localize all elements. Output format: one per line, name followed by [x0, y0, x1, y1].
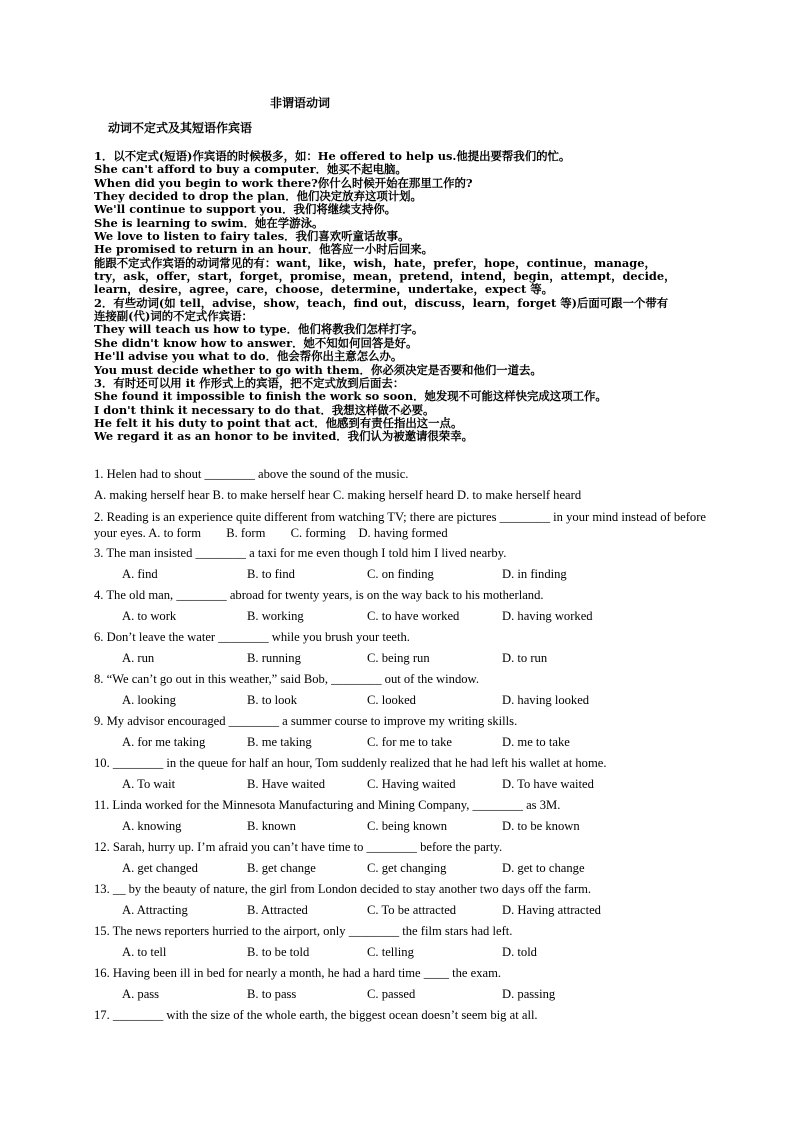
- question-stem: 10. ________ in the queue for half an hour, Tom suddenly realized that he had left his wallet at home.: [94, 756, 607, 770]
- question-item: [94, 485, 706, 506]
- option-row: [94, 648, 706, 669]
- note-line: 连接副(代)词的不定式作宾语：: [94, 310, 253, 324]
- answer-option: A. run: [122, 651, 155, 665]
- question-item: [94, 795, 706, 837]
- question-item: [94, 627, 706, 669]
- section-subtitle: 动词不定式及其短语作宾语: [108, 121, 253, 135]
- note-line: 3．有时还可以用 it 作形式上的宾语，把不定式放到后面去：: [94, 376, 405, 390]
- answer-option: C. Having waited: [367, 777, 456, 791]
- option-row: [94, 774, 706, 795]
- answer-option: B. to pass: [247, 987, 297, 1001]
- question-stem: 12. Sarah, hurry up. I’m afraid you can’t have time to ________ before the party.: [94, 840, 503, 854]
- answer-option: D. me to take: [502, 735, 570, 749]
- question-stem: 8. “We can’t go out in this weather,” said Bob, ________ out of the window.: [94, 672, 479, 686]
- note-line: 能跟不定式作宾语的动词常见的有：want，like，wish，hate，prefer，hope，continue，manage，: [94, 256, 656, 270]
- note-line: They decided to drop the plan．他们决定放弃这项计划。: [94, 190, 422, 204]
- question-stem: 13. __ by the beauty of nature, the girl from London decided to stay another two days off the farm.: [94, 882, 592, 896]
- answer-option: C. for me to take: [367, 735, 452, 749]
- answer-option: D. having worked: [502, 609, 593, 623]
- page-title: 非谓语动词: [270, 96, 331, 110]
- answer-option: D. to be known: [502, 819, 580, 833]
- answer-option: B. get change: [247, 861, 316, 875]
- note-line: He promised to return in an hour．他答应一小时后回来。: [94, 243, 434, 257]
- option-row: [94, 900, 706, 921]
- question-item: [94, 753, 706, 795]
- answer-option: D. passing: [502, 987, 556, 1001]
- answer-option: A. looking: [122, 693, 176, 707]
- answer-option: A. pass: [122, 987, 160, 1001]
- answer-option: B. to look: [247, 693, 298, 707]
- answer-option: A. Attracting: [122, 903, 188, 917]
- answer-option: B. running: [247, 651, 301, 665]
- question-stem: 6. Don’t leave the water ________ while you brush your teeth.: [94, 630, 410, 644]
- question-item: [94, 921, 706, 963]
- note-line: try，ask，offer，start，forget，promise，mean，pretend，intend，begin，attempt，decide，: [94, 270, 676, 284]
- question-item: [94, 879, 706, 921]
- answer-option: B. Attracted: [247, 903, 308, 917]
- note-line: We'll continue to support you．我们将继续支持你。: [94, 203, 397, 217]
- question-stem: 16. Having been ill in bed for nearly a month, he had a hard time ____ the exam.: [94, 966, 502, 980]
- answer-option: B. to be told: [247, 945, 310, 959]
- question-item: [94, 543, 706, 585]
- note-line: We regard it as an honor to be invited．我们认为被邀请很荣幸。: [94, 430, 473, 444]
- note-line: 2．有些动词(如 tell，advise，show，teach，find out，discuss，learn，forget 等)后面可跟一个带有: [94, 296, 669, 310]
- question-stem: 17. ________ with the size of the whole earth, the biggest ocean doesn’t seem big at all.: [94, 1008, 538, 1022]
- note-line: She didn't know how to answer．她不知如何回答是好。: [94, 336, 418, 350]
- answer-option: A. for me taking: [122, 735, 206, 749]
- option-row: [94, 606, 706, 627]
- note-line: He'll advise you what to do．他会帮你出主意怎么办。: [94, 350, 403, 364]
- question-item: [94, 963, 706, 1005]
- option-row: [94, 690, 706, 711]
- option-row: [94, 816, 706, 837]
- note-line: I don't think it necessary to do that．我想这样做不必要。: [94, 403, 435, 417]
- answer-option: A. to tell: [122, 945, 167, 959]
- question-item: [94, 506, 706, 543]
- note-line: She is learning to swim．她在学游泳。: [94, 216, 324, 230]
- answer-option: C. to have worked: [367, 609, 460, 623]
- answer-option: C. looked: [367, 693, 416, 707]
- question-stem: 2. Reading is an experience quite different from watching TV; there are pictures ________ in your mind instead of before your eyes. A. to form B. form C. forming D. having formed: [94, 510, 707, 540]
- question-stem: 9. My advisor encouraged ________ a summer course to improve my writing skills.: [94, 714, 518, 728]
- answer-option: A. find: [122, 567, 158, 581]
- option-row: [94, 942, 706, 963]
- answer-option: C. To be attracted: [367, 903, 457, 917]
- answer-option: A. get changed: [122, 861, 198, 875]
- answer-option: B. me taking: [247, 735, 312, 749]
- answer-option: D. to run: [502, 651, 548, 665]
- answer-option: C. passed: [367, 987, 416, 1001]
- answer-option: B. to find: [247, 567, 295, 581]
- answer-option: D. having looked: [502, 693, 590, 707]
- answer-option: D. get to change: [502, 861, 585, 875]
- option-row: [94, 984, 706, 1005]
- question-list: [94, 464, 706, 1026]
- question-stem: A. making herself hear B. to make herself hear C. making herself heard D. to make herself heard: [94, 488, 582, 502]
- question-item: [94, 837, 706, 879]
- answer-option: D. in finding: [502, 567, 567, 581]
- answer-option: C. being known: [367, 819, 448, 833]
- answer-option: B. working: [247, 609, 304, 623]
- answer-option: A. knowing: [122, 819, 182, 833]
- question-stem: 1. Helen had to shout ________ above the sound of the music.: [94, 467, 409, 481]
- answer-option: D. told: [502, 945, 537, 959]
- answer-option: C. on finding: [367, 567, 434, 581]
- question-item: [94, 1005, 706, 1026]
- answer-option: C. get changing: [367, 861, 447, 875]
- answer-option: C. telling: [367, 945, 414, 959]
- answer-option: D. Having attracted: [502, 903, 601, 917]
- question-item: [94, 711, 706, 753]
- answer-option: A. To wait: [122, 777, 176, 791]
- note-line: learn，desire，agree，care，choose，determine，undertake，expect 等。: [94, 283, 554, 297]
- answer-option: B. Have waited: [247, 777, 325, 791]
- grammar-notes: [94, 150, 706, 444]
- note-line: She found it impossible to finish the work so soon．她发现不可能这样快完成这项工作。: [94, 390, 607, 404]
- question-stem: 3. The man insisted ________ a taxi for me even though I told him I lived nearby.: [94, 546, 507, 560]
- note-line: They will teach us how to type．他们将教我们怎样打字。: [94, 323, 424, 337]
- question-stem: 15. The news reporters hurried to the airport, only ________ the film stars had left.: [94, 924, 513, 938]
- answer-option: D. To have waited: [502, 777, 594, 791]
- note-line: We love to listen to fairy tales．我们喜欢听童话故事。: [94, 230, 410, 244]
- note-line: He felt it his duty to point that act．他感到有责任指出这一点。: [94, 416, 463, 430]
- question-stem: 4. The old man, ________ abroad for twenty years, is on the way back to his motherland.: [94, 588, 544, 602]
- answer-option: C. being run: [367, 651, 430, 665]
- option-row: [94, 732, 706, 753]
- answer-option: A. to work: [122, 609, 177, 623]
- question-item: [94, 585, 706, 627]
- question-item: [94, 669, 706, 711]
- note-line: You must decide whether to go with them．你必须决定是否要和他们一道去。: [94, 363, 542, 377]
- option-row: [94, 564, 706, 585]
- option-row: [94, 858, 706, 879]
- question-stem: 11. Linda worked for the Minnesota Manufacturing and Mining Company, ________ as 3M.: [94, 798, 561, 812]
- note-line: When did you begin to work there?你什么时候开始在那里工作的?: [94, 176, 473, 190]
- question-item: [94, 464, 706, 485]
- note-line: She can't afford to buy a computer．她买不起电脑。: [94, 163, 407, 177]
- answer-option: B. known: [247, 819, 296, 833]
- note-line: 1．以不定式(短语)作宾语的时候极多，如：He offered to help us.他提出要帮我们的忙。: [94, 150, 571, 163]
